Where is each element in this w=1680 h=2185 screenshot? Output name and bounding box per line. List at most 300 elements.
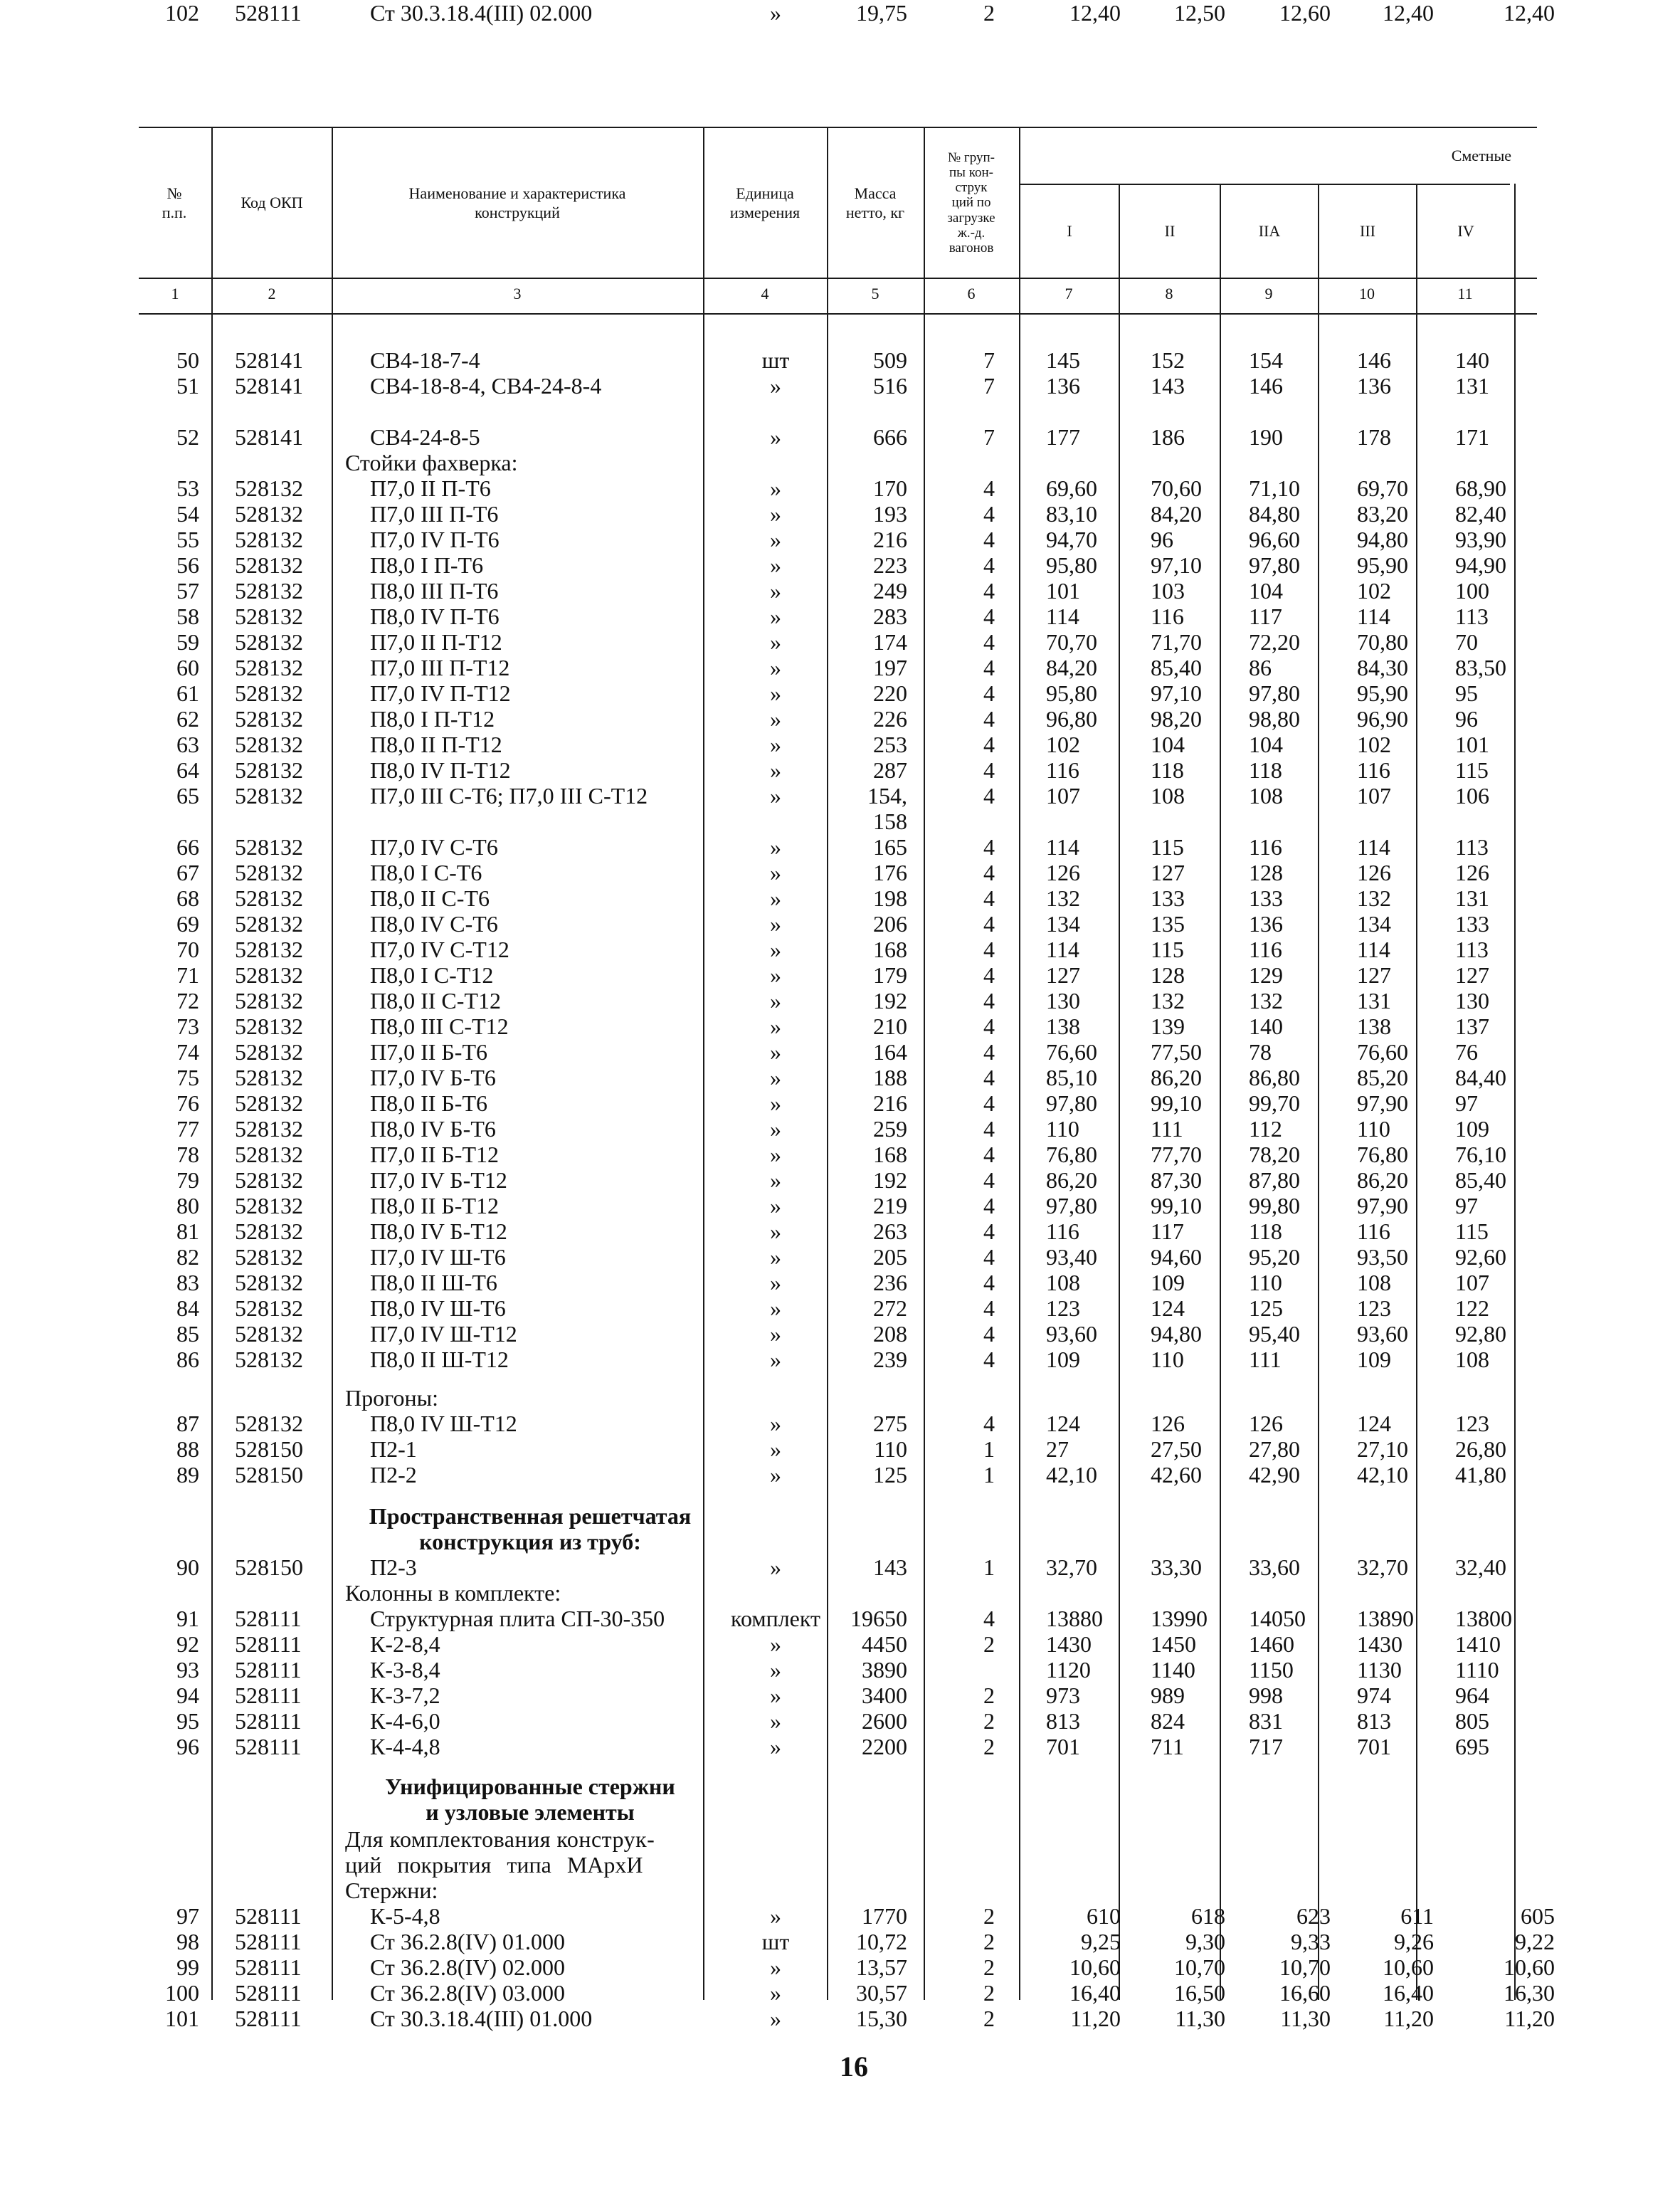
row-estimate-zone-4: 16,40 <box>1383 1980 1434 2006</box>
row-no: 70 <box>176 937 199 962</box>
row-unit: » <box>770 1116 781 1142</box>
table-row <box>0 475 1680 501</box>
row-estimate-zone-3: 118 <box>1249 757 1282 783</box>
col-number-5: 5 <box>871 285 879 302</box>
row-group: 4 <box>983 1090 995 1116</box>
row-estimate-zone-3: 132 <box>1249 988 1283 1013</box>
row-estimate-zone-2: 42,60 <box>1151 1462 1202 1488</box>
row-code: 528132 <box>235 911 303 937</box>
row-code: 528111 <box>235 1929 302 1954</box>
row-unit: » <box>770 988 781 1013</box>
row-no: 63 <box>176 732 199 757</box>
row-estimate-zone-4: 138 <box>1357 1013 1391 1039</box>
row-estimate-zone-3: 116 <box>1249 937 1282 962</box>
row-group: 4 <box>983 988 995 1013</box>
row-name: К-3-8,4 <box>370 1657 440 1683</box>
row-code: 528132 <box>235 1347 303 1372</box>
row-unit: » <box>770 680 781 706</box>
row-group: 4 <box>983 911 995 937</box>
row-estimate-zone-1: 16,40 <box>1069 1980 1121 2006</box>
row-unit: » <box>770 783 781 809</box>
row-estimate-zone-2: 711 <box>1151 1734 1184 1759</box>
row-unit: » <box>770 1657 781 1683</box>
row-group: 2 <box>983 1631 995 1657</box>
row-unit: шт <box>761 347 790 373</box>
row-estimate-zone-5: 126 <box>1455 860 1489 885</box>
row-no: 91 <box>176 1606 199 1631</box>
row-estimate-zone-1: 134 <box>1046 911 1080 937</box>
row-estimate-zone-5: 16,30 <box>1504 1980 1555 2006</box>
row-name: П7,0 IV Б-Т12 <box>370 1167 507 1193</box>
table-row <box>0 347 1680 373</box>
row-code: 528132 <box>235 1193 303 1218</box>
row-estimate-zone-1: 83,10 <box>1046 501 1097 527</box>
row-estimate-zone-4: 97,90 <box>1357 1193 1408 1218</box>
label-stoiki: Стойки фахверка: <box>345 450 518 475</box>
row-estimate-zone-3: 71,10 <box>1249 475 1300 501</box>
row-mass: 158 <box>873 809 907 834</box>
row-estimate-zone-2: 117 <box>1151 1218 1184 1244</box>
row-estimate-zone-4: 102 <box>1357 578 1391 604</box>
table-row <box>0 1411 1680 1436</box>
row-estimate-zone-2: 118 <box>1151 757 1184 783</box>
row-estimate-zone-1: 42,10 <box>1046 1462 1097 1488</box>
row-no: 77 <box>176 1116 199 1142</box>
row-unit: » <box>770 1090 781 1116</box>
row-group: 4 <box>983 1142 995 1167</box>
row-mass: 110 <box>874 1436 907 1462</box>
row-group: 2 <box>983 1954 995 1980</box>
row-estimate-zone-2: 139 <box>1151 1013 1185 1039</box>
row-group: 1 <box>983 1554 995 1580</box>
row-estimate-zone-4: 132 <box>1357 885 1391 911</box>
row-group: 4 <box>983 1065 995 1090</box>
row-estimate-zone-2: 104 <box>1151 732 1185 757</box>
row-mass: 168 <box>873 1142 907 1167</box>
row-no: 101 <box>165 2006 199 2031</box>
row-unit: » <box>770 1013 781 1039</box>
row-mass: 192 <box>873 1167 907 1193</box>
col-number-6: 6 <box>967 285 976 302</box>
row-estimate-zone-3: 118 <box>1249 1218 1282 1244</box>
row-estimate-zone-3: 831 <box>1249 1708 1283 1734</box>
row-group: 4 <box>983 1606 995 1631</box>
row-group: 4 <box>983 885 995 911</box>
col-number-3: 3 <box>513 285 522 302</box>
row-unit: » <box>770 373 781 399</box>
row-unit: » <box>770 2006 781 2031</box>
table-row <box>0 1270 1680 1295</box>
row-estimate-zone-5: 84,40 <box>1455 1065 1506 1090</box>
row-no: 51 <box>176 373 199 399</box>
table-row <box>0 1436 1680 1462</box>
row-estimate-zone-1: 136 <box>1046 373 1080 399</box>
row-estimate-zone-5: 106 <box>1455 783 1489 809</box>
row-estimate-zone-2: 111 <box>1151 1116 1183 1142</box>
row-estimate-zone-5: 11,20 <box>1504 2006 1555 2031</box>
row-estimate-zone-2: 1140 <box>1151 1657 1195 1683</box>
row-estimate-zone-1: 94,70 <box>1046 527 1097 552</box>
row-unit: » <box>770 860 781 885</box>
row-no: 74 <box>176 1039 199 1065</box>
table-row <box>0 885 1680 911</box>
table-row <box>0 1554 1680 1580</box>
row-estimate-zone-3: 133 <box>1249 885 1283 911</box>
table-row <box>0 501 1680 527</box>
table-row <box>0 1013 1680 1039</box>
label-kolonny: Колонны в комплекте: <box>345 1580 561 1606</box>
table-row <box>0 962 1680 988</box>
row-no: 79 <box>176 1167 199 1193</box>
row-unit: » <box>770 1554 781 1580</box>
header-zone-1: I <box>1067 222 1072 241</box>
row-estimate-zone-5: 140 <box>1455 347 1489 373</box>
row-mass: 216 <box>873 527 907 552</box>
row-unit: » <box>770 1347 781 1372</box>
row-estimate-zone-1: 138 <box>1046 1013 1080 1039</box>
row-estimate-zone-3: 116 <box>1249 834 1282 860</box>
header-zone-2: II <box>1164 222 1176 241</box>
row-estimate-zone-4: 136 <box>1357 373 1391 399</box>
row-estimate-zone-3: 95,20 <box>1249 1244 1300 1270</box>
row-estimate-zone-2: 132 <box>1151 988 1185 1013</box>
row-code: 528132 <box>235 501 303 527</box>
row-estimate-zone-5: 100 <box>1455 578 1489 604</box>
row-unit: » <box>770 1980 781 2006</box>
row-estimate-zone-3: 128 <box>1249 860 1283 885</box>
header-group: № груп- пы кон- струк ций по загрузке ж.-д. вагонов <box>947 149 995 256</box>
row-estimate-zone-3: 9,33 <box>1291 1929 1331 1954</box>
row-group: 4 <box>983 552 995 578</box>
row-estimate-zone-1: 108 <box>1046 1270 1080 1295</box>
row-unit: » <box>770 885 781 911</box>
row-estimate-zone-4: 86,20 <box>1357 1167 1408 1193</box>
row-unit: » <box>770 757 781 783</box>
row-mass: 3400 <box>862 1683 907 1708</box>
row-unit: » <box>770 1142 781 1167</box>
row-code: 528132 <box>235 552 303 578</box>
row-estimate-zone-3: 96,60 <box>1249 527 1300 552</box>
row-estimate-zone-5: 97 <box>1455 1193 1478 1218</box>
row-estimate-zone-5: 1410 <box>1455 1631 1501 1657</box>
row-name: П8,0 IV Ш-Т6 <box>370 1295 506 1321</box>
table-row <box>0 604 1680 629</box>
row-mass: 19,75 <box>856 0 907 26</box>
row-estimate-zone-3: 623 <box>1296 1903 1331 1929</box>
row-mass: 272 <box>873 1295 907 1321</box>
table-row <box>0 527 1680 552</box>
row-unit: » <box>770 962 781 988</box>
row-estimate-zone-4: 114 <box>1357 604 1390 629</box>
row-estimate-zone-3: 42,90 <box>1249 1462 1300 1488</box>
header-zone-3: IIA <box>1258 222 1281 241</box>
label-progony: Прогоны: <box>345 1385 438 1411</box>
header-bottom-rule <box>139 278 1537 279</box>
row-estimate-zone-1: 13880 <box>1046 1606 1103 1631</box>
row-group: 4 <box>983 732 995 757</box>
table-row <box>0 1295 1680 1321</box>
row-mass: 205 <box>873 1244 907 1270</box>
row-name: Ст 30.3.18.4(III) 02.000 <box>370 0 593 26</box>
row-group: 2 <box>983 0 995 26</box>
row-estimate-zone-4: 10,60 <box>1383 1954 1434 1980</box>
row-mass: 13,57 <box>856 1954 907 1980</box>
row-estimate-zone-3: 78,20 <box>1249 1142 1300 1167</box>
row-mass: 193 <box>873 501 907 527</box>
row-name: П7,0 IV Ш-Т12 <box>370 1321 517 1347</box>
row-mass: 192 <box>873 988 907 1013</box>
row-estimate-zone-2: 27,50 <box>1151 1436 1202 1462</box>
row-code: 528132 <box>235 1039 303 1065</box>
row-mass: 206 <box>873 911 907 937</box>
header-zone-4: III <box>1360 222 1375 241</box>
row-code: 528132 <box>235 527 303 552</box>
row-estimate-zone-2: 116 <box>1151 604 1184 629</box>
row-estimate-zone-2: 77,70 <box>1151 1142 1202 1167</box>
table-row <box>0 937 1680 962</box>
row-group: 4 <box>983 655 995 680</box>
row-estimate-zone-5: 1110 <box>1455 1657 1499 1683</box>
row-estimate-zone-5: 94,90 <box>1455 552 1506 578</box>
row-estimate-zone-1: 95,80 <box>1046 552 1097 578</box>
row-no: 61 <box>176 680 199 706</box>
row-estimate-zone-2: 12,50 <box>1174 0 1225 26</box>
row-estimate-zone-2: 108 <box>1151 783 1185 809</box>
row-estimate-zone-2: 94,80 <box>1151 1321 1202 1347</box>
row-mass: 15,30 <box>856 2006 907 2031</box>
row-estimate-zone-2: 115 <box>1151 937 1184 962</box>
row-unit: » <box>770 911 781 937</box>
row-estimate-zone-3: 84,80 <box>1249 501 1300 527</box>
table-row <box>0 0 1680 26</box>
row-name: П8,0 II Б-Т6 <box>370 1090 487 1116</box>
row-name: П2-2 <box>370 1462 417 1488</box>
row-estimate-zone-2: 98,20 <box>1151 706 1202 732</box>
table-row <box>0 1142 1680 1167</box>
row-group: 4 <box>983 1013 995 1039</box>
row-no: 73 <box>176 1013 199 1039</box>
row-name: П7,0 II Б-Т12 <box>370 1142 499 1167</box>
row-code: 528111 <box>235 2006 302 2031</box>
row-code: 528141 <box>235 373 303 399</box>
row-code: 528111 <box>235 1657 302 1683</box>
row-estimate-zone-2: 126 <box>1151 1411 1185 1436</box>
row-group: 4 <box>983 1295 995 1321</box>
row-estimate-zone-4: 95,90 <box>1357 680 1408 706</box>
row-estimate-zone-5: 127 <box>1455 962 1489 988</box>
col-number-11: 11 <box>1457 285 1473 302</box>
row-estimate-zone-5: 131 <box>1455 885 1489 911</box>
row-estimate-zone-5: 83,50 <box>1455 655 1506 680</box>
row-code: 528132 <box>235 962 303 988</box>
row-group: 4 <box>983 1347 995 1372</box>
row-code: 528132 <box>235 578 303 604</box>
row-estimate-zone-1: 9,25 <box>1081 1929 1121 1954</box>
row-code: 528132 <box>235 885 303 911</box>
para-line-2: ций покрытия типа МАрхИ <box>345 1852 643 1878</box>
row-estimate-zone-5: 101 <box>1455 732 1489 757</box>
row-estimate-zone-5: 964 <box>1455 1683 1489 1708</box>
row-no: 86 <box>176 1347 199 1372</box>
row-estimate-zone-4: 116 <box>1357 1218 1390 1244</box>
header-no: № п.п. <box>162 184 187 221</box>
table-row <box>0 1462 1680 1488</box>
row-estimate-zone-5: 122 <box>1455 1295 1489 1321</box>
row-estimate-zone-2: 110 <box>1151 1347 1184 1372</box>
row-code: 528132 <box>235 1167 303 1193</box>
row-name: Ст 36.2.8(IV) 02.000 <box>370 1954 565 1980</box>
row-group: 4 <box>983 937 995 962</box>
row-estimate-zone-5: 115 <box>1455 1218 1489 1244</box>
row-estimate-zone-2: 97,10 <box>1151 552 1202 578</box>
row-estimate-zone-5: 137 <box>1455 1013 1489 1039</box>
row-estimate-zone-5: 113 <box>1455 604 1489 629</box>
row-estimate-zone-5: 93,90 <box>1455 527 1506 552</box>
row-estimate-zone-1: 973 <box>1046 1683 1080 1708</box>
row-estimate-zone-3: 12,60 <box>1279 0 1331 26</box>
row-estimate-zone-4: 134 <box>1357 911 1391 937</box>
row-no: 80 <box>176 1193 199 1218</box>
row-group: 2 <box>983 1903 995 1929</box>
row-name: К-4-4,8 <box>370 1734 440 1759</box>
row-code: 528132 <box>235 1013 303 1039</box>
row-estimate-zone-4: 95,90 <box>1357 552 1408 578</box>
row-mass: 125 <box>873 1462 907 1488</box>
row-name: П8,0 II С-Т6 <box>370 885 490 911</box>
row-name: П7,0 II П-Т12 <box>370 629 502 655</box>
row-group: 1 <box>983 1462 995 1488</box>
row-name: П7,0 II Б-Т6 <box>370 1039 487 1065</box>
row-unit: » <box>770 604 781 629</box>
row-estimate-zone-3: 110 <box>1249 1270 1282 1295</box>
row-no: 55 <box>176 527 199 552</box>
row-estimate-zone-4: 131 <box>1357 988 1391 1013</box>
row-estimate-zone-3: 78 <box>1249 1039 1272 1065</box>
row-name: П8,0 II Ш-Т12 <box>370 1347 509 1372</box>
row-mass: 3890 <box>862 1657 907 1683</box>
row-name: П7,0 IV П-Т12 <box>370 680 511 706</box>
row-code: 528150 <box>235 1554 303 1580</box>
row-code: 528111 <box>235 1606 302 1631</box>
row-code: 528111 <box>235 1708 302 1734</box>
row-name: К-5-4,8 <box>370 1903 440 1929</box>
row-estimate-zone-2: 124 <box>1151 1295 1185 1321</box>
row-estimate-zone-4: 114 <box>1357 834 1390 860</box>
row-estimate-zone-1: 127 <box>1046 962 1080 988</box>
row-unit: » <box>770 1734 781 1759</box>
row-estimate-zone-1: 97,80 <box>1046 1090 1097 1116</box>
row-no: 93 <box>176 1657 199 1683</box>
row-mass: 19650 <box>850 1606 907 1631</box>
row-estimate-zone-1: 11,20 <box>1070 2006 1121 2031</box>
row-estimate-zone-5: 68,90 <box>1455 475 1506 501</box>
table-row <box>0 552 1680 578</box>
row-no: 68 <box>176 885 199 911</box>
row-estimate-zone-3: 190 <box>1249 424 1283 450</box>
header-name: Наименование и характеристика конструкций <box>408 184 626 221</box>
row-estimate-zone-2: 99,10 <box>1151 1193 1202 1218</box>
row-unit: » <box>770 1954 781 1980</box>
row-mass: 226 <box>873 706 907 732</box>
row-estimate-zone-1: 84,20 <box>1046 655 1097 680</box>
row-mass: 2200 <box>862 1734 907 1759</box>
row-name: П8,0 I П-Т12 <box>370 706 495 732</box>
row-mass: 176 <box>873 860 907 885</box>
row-estimate-zone-4: 974 <box>1357 1683 1391 1708</box>
row-estimate-zone-1: 114 <box>1046 937 1079 962</box>
header-unit: Единица измерения <box>729 184 801 221</box>
row-estimate-zone-4: 1130 <box>1357 1657 1402 1683</box>
row-estimate-zone-5: 113 <box>1455 937 1489 962</box>
row-estimate-zone-1: 110 <box>1046 1116 1079 1142</box>
row-mass: 236 <box>873 1270 907 1295</box>
row-estimate-zone-5: 133 <box>1455 911 1489 937</box>
row-name: Ст 36.2.8(IV) 01.000 <box>370 1929 565 1954</box>
table-row <box>0 809 1680 834</box>
table-row <box>0 1090 1680 1116</box>
row-estimate-zone-1: 132 <box>1046 885 1080 911</box>
row-mass: 2600 <box>862 1708 907 1734</box>
row-no: 89 <box>176 1462 199 1488</box>
row-no: 90 <box>176 1554 199 1580</box>
row-group: 4 <box>983 1321 995 1347</box>
row-mass: 253 <box>873 732 907 757</box>
section-title-1a: Пространственная решетчатая <box>369 1503 692 1529</box>
row-group: 4 <box>983 1411 995 1436</box>
row-mass: 220 <box>873 680 907 706</box>
table-row <box>0 1347 1680 1372</box>
header-zone-5: IV <box>1457 222 1474 241</box>
row-code: 528132 <box>235 1295 303 1321</box>
row-mass: 263 <box>873 1218 907 1244</box>
row-estimate-zone-3: 104 <box>1249 732 1283 757</box>
row-code: 528111 <box>235 0 302 26</box>
row-estimate-zone-2: 109 <box>1151 1270 1185 1295</box>
row-code: 528132 <box>235 783 303 809</box>
row-code: 528132 <box>235 1065 303 1090</box>
row-estimate-zone-4: 83,20 <box>1357 501 1408 527</box>
row-estimate-zone-3: 11,30 <box>1280 2006 1331 2031</box>
row-estimate-zone-2: 94,60 <box>1151 1244 1202 1270</box>
row-estimate-zone-2: 11,30 <box>1175 2006 1225 2031</box>
table-row <box>0 1167 1680 1193</box>
table-row <box>0 578 1680 604</box>
row-estimate-zone-4: 611 <box>1400 1903 1434 1929</box>
row-estimate-zone-1: 130 <box>1046 988 1080 1013</box>
table-row <box>0 757 1680 783</box>
row-estimate-zone-3: 86 <box>1249 655 1272 680</box>
row-unit: » <box>770 1218 781 1244</box>
row-estimate-zone-3: 146 <box>1249 373 1283 399</box>
row-estimate-zone-3: 1150 <box>1249 1657 1294 1683</box>
row-no: 65 <box>176 783 199 809</box>
row-estimate-zone-1: 1120 <box>1046 1657 1091 1683</box>
row-estimate-zone-1: 12,40 <box>1069 0 1121 26</box>
para-line-1: Для комплектования конструк- <box>345 1826 655 1852</box>
row-estimate-zone-5: 76 <box>1455 1039 1478 1065</box>
row-unit: » <box>770 424 781 450</box>
row-group: 1 <box>983 1436 995 1462</box>
table-row <box>0 1708 1680 1734</box>
row-group: 2 <box>983 1683 995 1708</box>
row-estimate-zone-2: 127 <box>1151 860 1185 885</box>
table-row <box>0 373 1680 399</box>
row-no: 69 <box>176 911 199 937</box>
table-row <box>0 1657 1680 1683</box>
row-estimate-zone-4: 76,60 <box>1357 1039 1408 1065</box>
row-unit: » <box>770 1167 781 1193</box>
row-name: П8,0 II П-Т12 <box>370 732 502 757</box>
